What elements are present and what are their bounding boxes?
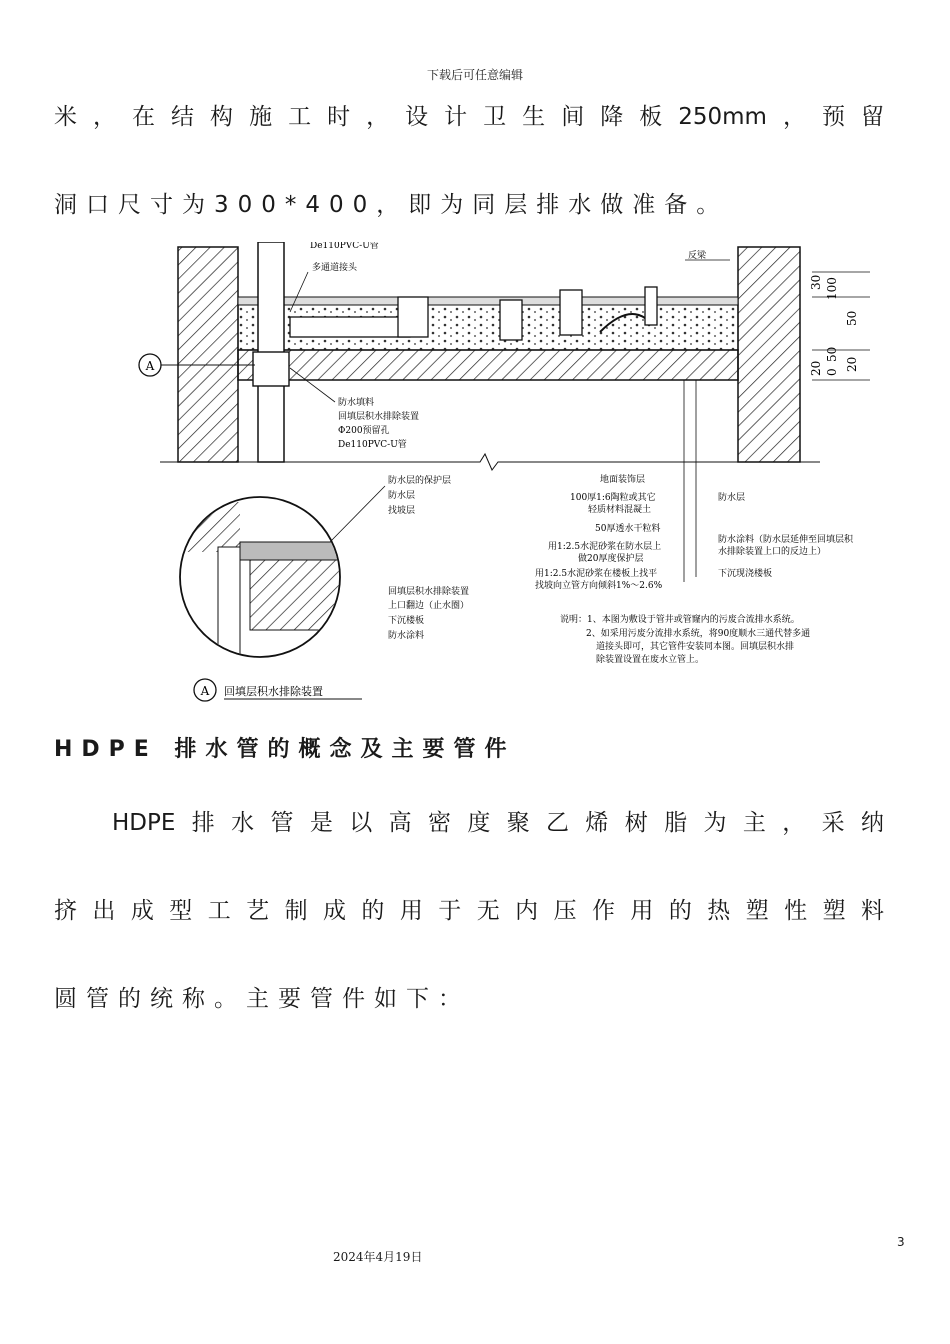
finish-layer	[238, 297, 738, 305]
page-header-note: 下载后可任意编辑	[426, 68, 523, 82]
detail-label-7: 防水涂料	[388, 631, 425, 641]
intro-line-1: 米，在结构施工时，设计卫生间降板250mm，预留	[54, 104, 884, 130]
detail-label-3: 找坡层	[388, 506, 416, 516]
note-4: 除装置设置在废水立管上。	[596, 655, 705, 665]
intro-line-2: 洞口尺寸为300*400，即为同层排水做准备。	[54, 192, 729, 218]
paragraph-line-3: 圆管的统称。主要管件如下：	[54, 986, 470, 1012]
detail-label-5: 上口翻边（止水圈）	[388, 601, 470, 611]
detail-label-4: 回填层积水排除装置	[388, 587, 470, 597]
label-pipe-bottom: De110PVC-U管	[338, 440, 407, 450]
note-2: 2、如采用污废分流排水系统，将90度顺水三通代替多通	[586, 629, 811, 639]
layer-label-3: 50厚透水干粒料	[595, 524, 661, 534]
floor-slab	[238, 350, 738, 380]
dim-50b: 50	[825, 346, 839, 362]
right-label-3: 下沉现浇楼板	[718, 569, 773, 579]
right-label-1: 防水层	[718, 493, 746, 503]
floor-drain-fitting	[398, 297, 428, 337]
page-number: 3	[897, 1235, 905, 1249]
layer-label-1: 地面装饰层	[600, 475, 646, 485]
layer-label-5: 用1:2.5水泥砂浆在楼板上找平	[535, 569, 658, 579]
trap-riser	[645, 287, 657, 325]
caption-marker-label: A	[200, 684, 210, 698]
layer-label-2: 100厚1:6陶粒或其它	[570, 493, 656, 503]
figure-caption: 回填层积水排除装置	[224, 685, 323, 698]
layer-label-4b: 做20厚度保护层	[578, 554, 644, 564]
paragraph-line-2: 挤出成型工艺制成的用于无内压作用的热塑性塑料	[54, 898, 884, 924]
note-1: 说明：1、本图为敷设于管井或管窿内的污废合流排水系统。	[560, 615, 800, 625]
detail-label-6: 下沉楼板	[388, 616, 425, 626]
dim-20b: 20	[845, 356, 859, 372]
left-wall	[178, 247, 238, 462]
label-beam: 反梁	[688, 251, 707, 261]
label-waterproof-filler: 防水填料	[338, 398, 375, 408]
right-labels	[718, 491, 854, 579]
layer-labels	[535, 380, 696, 591]
drawing-notes	[560, 613, 810, 665]
dim-0: 0	[825, 368, 839, 376]
right-wall	[738, 247, 800, 462]
label-reserved-hole: Φ200预留孔	[338, 426, 390, 436]
layer-label-2b: 轻质材料混凝土	[588, 505, 652, 515]
label-fitting: 多通道接头	[312, 263, 358, 273]
layer-label-5b: 找坡向立管方向倾斜1%～2.6%	[535, 581, 663, 591]
dim-20a: 20	[809, 360, 823, 376]
horizontal-pipe	[290, 317, 410, 337]
section-heading: HDPE 排水管的概念及主要管件	[54, 737, 516, 762]
dim-50a: 50	[845, 310, 859, 326]
dim-30: 30	[809, 274, 823, 290]
right-label-2b: 水排除装置上口的反边上）	[718, 547, 827, 557]
dimension-column	[809, 272, 870, 380]
label-drain-device: 回填层积水排除装置	[338, 412, 420, 422]
label-pipe-top: De110PVC-U管	[310, 242, 379, 251]
basin-fitting	[500, 300, 522, 340]
detail-labels	[330, 474, 469, 641]
section-marker-label: A	[145, 359, 155, 373]
layer-label-4: 用1:2.5水泥砂浆在防水层上	[548, 542, 662, 552]
right-label-2: 防水涂料（防水层延伸至回填层积	[718, 535, 854, 545]
detail-label-2: 防水层	[388, 491, 416, 501]
paragraph-line-1: HDPE排水管是以高密度聚乙烯树脂为主，采纳	[112, 810, 884, 836]
toilet-fitting	[560, 290, 582, 335]
dim-100: 100	[825, 277, 839, 300]
note-3: 道接头即可，其它管件安装同本图。回填层积水排	[596, 642, 795, 652]
detail-label-1: 防水层的保护层	[388, 476, 452, 486]
drainage-section-drawing	[130, 242, 870, 707]
pipe-sleeve	[253, 352, 289, 386]
footer-date: 2024年4月19日	[333, 1250, 423, 1264]
